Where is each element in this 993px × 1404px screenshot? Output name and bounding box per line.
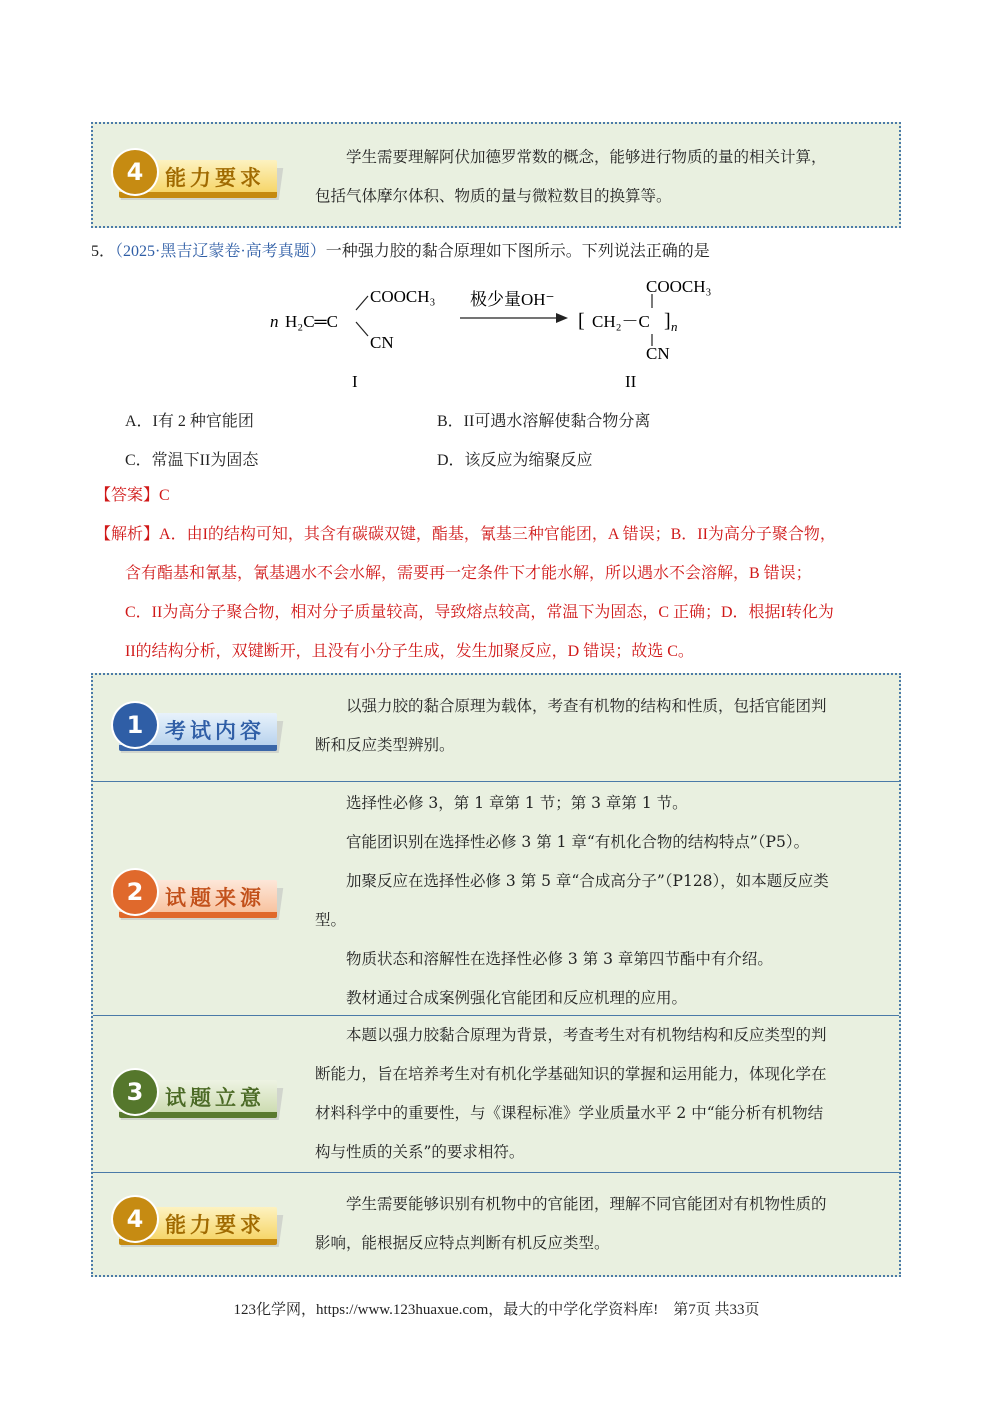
label-II: II [625,372,637,391]
option-b[interactable]: B．II可遇水溶解使黏合物分离 [437,413,651,430]
footer-site: 123化学网，https://www.123huaxue.com，最大的中学化学资料库! [233,1302,659,1318]
product-bracket-close: ] [664,310,671,332]
answer-value: C [159,487,170,504]
question-source: 2025·黑吉辽蒙卷·高考真题 [123,243,310,260]
section-exam-content: 1 考试内容 以强力胶的黏合原理为载体，考查有机物的结构和性质，包括官能团判 断和反应类型辨别。 [93,675,899,781]
product-chain: CH₂－C [592,312,650,331]
reactant-ester: COOCH₃ [370,287,436,306]
reactant-formula: H₂C═C [285,312,338,331]
reactant-n: n [270,312,279,331]
page-footer [0,1298,993,1319]
label-I: I [352,372,358,391]
analysis-line-2: 含有酯基和氰基，氰基遇水不会水解，需要再一定条件下才能水解，所以遇水不会溶解，B 错误； [125,565,812,582]
answer-label: 【答案】 [95,487,160,504]
reaction-scheme [0,272,993,422]
ability-text: 学生需要理解阿伏加德罗常数的概念，能够进行物质的量的相关计算， 包括气体摩尔体积、物质的量与微粒数目的换算等。 [315,148,827,205]
option-c[interactable]: C．常温下II为固态 [125,452,259,469]
analysis-line-1: 【解析】A．由I的结构可知，其含有碳碳双键，酯基，氰基三种官能团，A 错误；B．II为高分子聚合物， [95,526,836,543]
product-cyano: CN [646,344,670,363]
reactant-cyano: CN [370,333,394,352]
option-d[interactable]: D．该反应为缩聚反应 [437,452,593,469]
product-n: n [671,319,678,334]
analysis-panel [91,673,901,1277]
badge-number: 4 [113,150,157,194]
badge-title: 能力要求 [165,166,265,190]
question-text: 一种强力胶的黏合原理如下图所示。下列说法正确的是 [325,243,710,260]
question-intent-badge: 3 试题立意 [113,1068,278,1120]
top-ability-panel [91,122,901,228]
answer-line [95,476,905,515]
ability-badge [113,148,278,200]
analysis-line-3: C．II为高分子聚合物，相对分子质量较高，导致熔点较高，常温下为固态，C 正确；D．根据I转化为 [125,604,834,621]
question-source-badge: 2 试题来源 [113,868,278,920]
answer-block [95,476,905,671]
exam-content-badge: 1 考试内容 [113,701,278,753]
page-number: 第7页 共33页 [673,1302,760,1318]
ability-badge-2: 4 能力要求 [113,1195,278,1247]
section-question-intent: 3 试题立意 本题以强力胶黏合原理为背景，考查考生对有机物结构和反应类型的判 断能力，旨在培养考生对有机化学基础知识的掌握和运用能力，体现化学在 材料科学中的重要性，与《课程标准》学业质量水平 2 中“能分析有机物结 构与性质的关系”的要求相符。 [93,1015,899,1172]
question-number: 5． [91,243,116,260]
option-a[interactable]: A．I有 2 种官能团 [125,413,254,430]
question-stem: 5．（2025·黑吉辽蒙卷·高考真题）一种强力胶的黏合原理如下图所示。下列说法正确的是 [91,243,710,260]
analysis-line-4: II的结构分析，双键断开，且没有小分子生成，发生加聚反应，D 错误；故选 C。 [125,643,694,660]
analysis-label: 【解析】 [95,526,160,543]
section-ability: 4 能力要求 学生需要能够识别有机物中的官能团，理解不同官能团对有机物性质的 影响，能根据反应特点判断有机反应类型。 [93,1172,899,1277]
arrow-label: 极少量OH⁻ [470,290,555,309]
product-ester: COOCH₃ [646,277,712,296]
product-bracket-open: [ [578,310,585,332]
section-question-source: 2 试题来源 选择性必修 3，第 1 章第 1 节；第 3 章第 1 节。 官能团识别在选择性必修 3 第 1 章“有机化合物的结构特点”（P5）。 加聚反应在选择性必修 3 第 5 章“合成高分子”（P128），如本题反应类 型。 物质状态和溶解性在选择性必修 3 第 3 章第四节酯中有介绍。 教材通过合成案例强化官能团和反应机理的应用。 [93,781,899,1015]
